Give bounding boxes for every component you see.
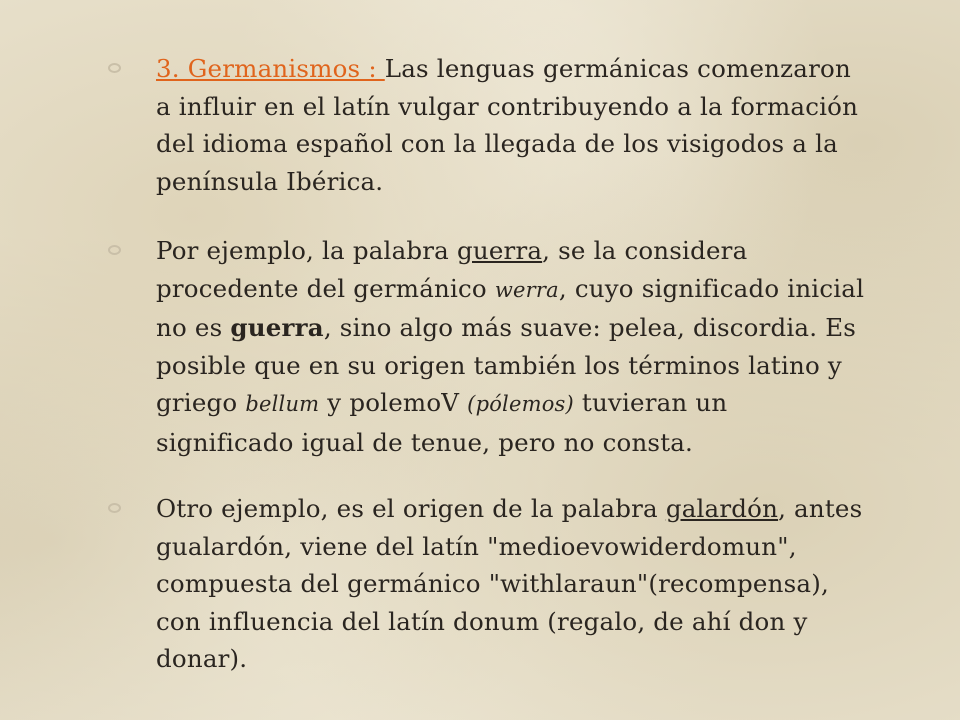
- germanismos-link[interactable]: 3. Germanismos :: [156, 54, 385, 83]
- bullet-circle-icon: [108, 245, 121, 255]
- word-guerra-underlined: guerra: [456, 236, 543, 265]
- text-segment: , sino algo más suave: pelea, discordia. Es posible que en su origen también los términos latino y griego: [156, 313, 857, 417]
- bullet-text: [156, 490, 868, 678]
- word-werra-italic: werra: [494, 277, 559, 302]
- text-segment: , antes gualardón, viene del latín "medioevowiderdomun", compuesta del germánico "withlaraun"(recompensa), con influencia del latín donum (regalo, de ahí don y donar).: [156, 494, 863, 673]
- word-bellum-italic: bellum: [245, 392, 320, 416]
- bullet-circle-icon: [108, 503, 121, 513]
- bullet-body: Las lenguas germánicas comenzaron a influir en el latín vulgar contribuyendo a la formación del idioma español con la llegada de los visigodos a la península Ibérica.: [156, 54, 859, 196]
- bullet-text: [156, 232, 868, 461]
- text-segment: Otro ejemplo, es el origen de la palabra: [156, 494, 666, 523]
- word-guerra-bold: guerra: [230, 313, 324, 342]
- text-segment: tuvieran un significado igual de tenue, pero no consta.: [156, 388, 728, 457]
- text-segment: , cuyo significado inicial no es: [156, 273, 865, 342]
- bullet-text: [156, 50, 868, 200]
- text-segment: , se la considera procedente del germánico: [156, 236, 748, 303]
- text-segment: Por ejemplo, la palabra: [156, 236, 457, 265]
- word-galardon-underlined: galardón: [665, 494, 779, 523]
- word-polemos-italic: (pólemos): [467, 392, 574, 416]
- text-segment: y polemoV: [319, 388, 468, 417]
- bullet-circle-icon: [108, 63, 121, 73]
